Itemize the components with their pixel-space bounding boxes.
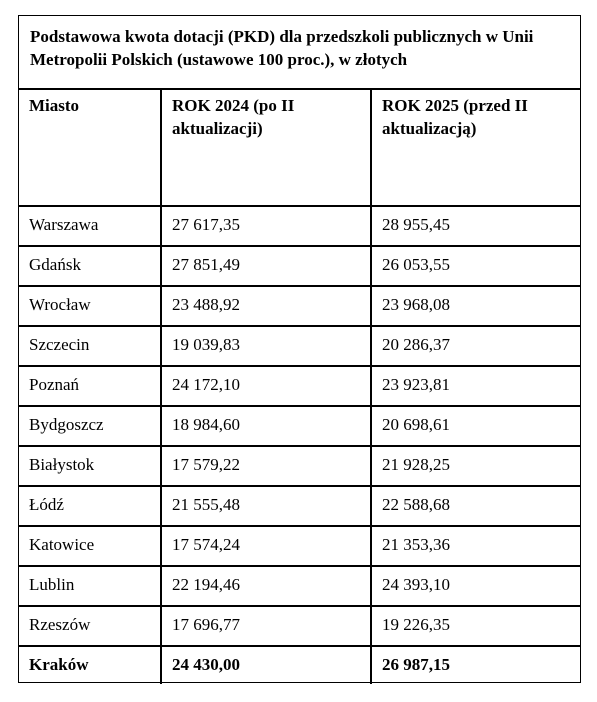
- city-cell: Poznań: [19, 366, 161, 406]
- city-cell: Białystok: [19, 446, 161, 486]
- city-cell: Gdańsk: [19, 246, 161, 286]
- city-cell: Szczecin: [19, 326, 161, 366]
- table-row: [19, 566, 580, 606]
- table-row: [19, 606, 580, 646]
- value-2024-cell: 18 984,60: [161, 406, 371, 446]
- table-row: [19, 446, 580, 486]
- value-2024-cell: 23 488,92: [161, 286, 371, 326]
- value-2025-cell: 21 353,36: [371, 526, 580, 566]
- table-row: [19, 206, 580, 246]
- table-row: [19, 246, 580, 286]
- column-header-city: Miasto: [19, 90, 161, 206]
- table-row-highlighted: [19, 646, 580, 684]
- table-row: [19, 486, 580, 526]
- value-2024-cell: 22 194,46: [161, 566, 371, 606]
- value-2025-cell: 26 053,55: [371, 246, 580, 286]
- value-2025-cell: 23 968,08: [371, 286, 580, 326]
- table-header-row: [19, 90, 580, 206]
- value-2024-cell: 24 172,10: [161, 366, 371, 406]
- subsidy-table-frame: [18, 15, 581, 683]
- value-2025-cell: 26 987,15: [371, 646, 580, 684]
- value-2024-cell: 24 430,00: [161, 646, 371, 684]
- city-cell: Rzeszów: [19, 606, 161, 646]
- value-2024-cell: 17 574,24: [161, 526, 371, 566]
- value-2025-cell: 20 286,37: [371, 326, 580, 366]
- table-title: Podstawowa kwota dotacji (PKD) dla przedszkoli publicznych w Unii Metropolii Polskich (ustawowe 100 proc.), w złotych: [19, 16, 580, 90]
- table-row: [19, 326, 580, 366]
- value-2024-cell: 17 696,77: [161, 606, 371, 646]
- value-2024-cell: 21 555,48: [161, 486, 371, 526]
- value-2025-cell: 23 923,81: [371, 366, 580, 406]
- value-2024-cell: 17 579,22: [161, 446, 371, 486]
- city-cell: Lublin: [19, 566, 161, 606]
- value-2024-cell: 19 039,83: [161, 326, 371, 366]
- table-row: [19, 406, 580, 446]
- city-cell: Wrocław: [19, 286, 161, 326]
- subsidy-table: [19, 90, 580, 684]
- table-row: [19, 526, 580, 566]
- column-header-2024: ROK 2024 (po II aktualizacji): [161, 90, 371, 206]
- city-cell: Bydgoszcz: [19, 406, 161, 446]
- value-2024-cell: 27 851,49: [161, 246, 371, 286]
- table-row: [19, 286, 580, 326]
- column-header-2025: ROK 2025 (przed II aktualizacją): [371, 90, 580, 206]
- value-2025-cell: 28 955,45: [371, 206, 580, 246]
- value-2025-cell: 21 928,25: [371, 446, 580, 486]
- city-cell: Katowice: [19, 526, 161, 566]
- value-2025-cell: 19 226,35: [371, 606, 580, 646]
- city-cell: Kraków: [29, 655, 89, 674]
- city-cell: Warszawa: [19, 206, 161, 246]
- value-2025-cell: 22 588,68: [371, 486, 580, 526]
- value-2025-cell: 20 698,61: [371, 406, 580, 446]
- city-cell: Łódź: [19, 486, 161, 526]
- value-2025-cell: 24 393,10: [371, 566, 580, 606]
- table-row: [19, 366, 580, 406]
- value-2024-cell: 27 617,35: [161, 206, 371, 246]
